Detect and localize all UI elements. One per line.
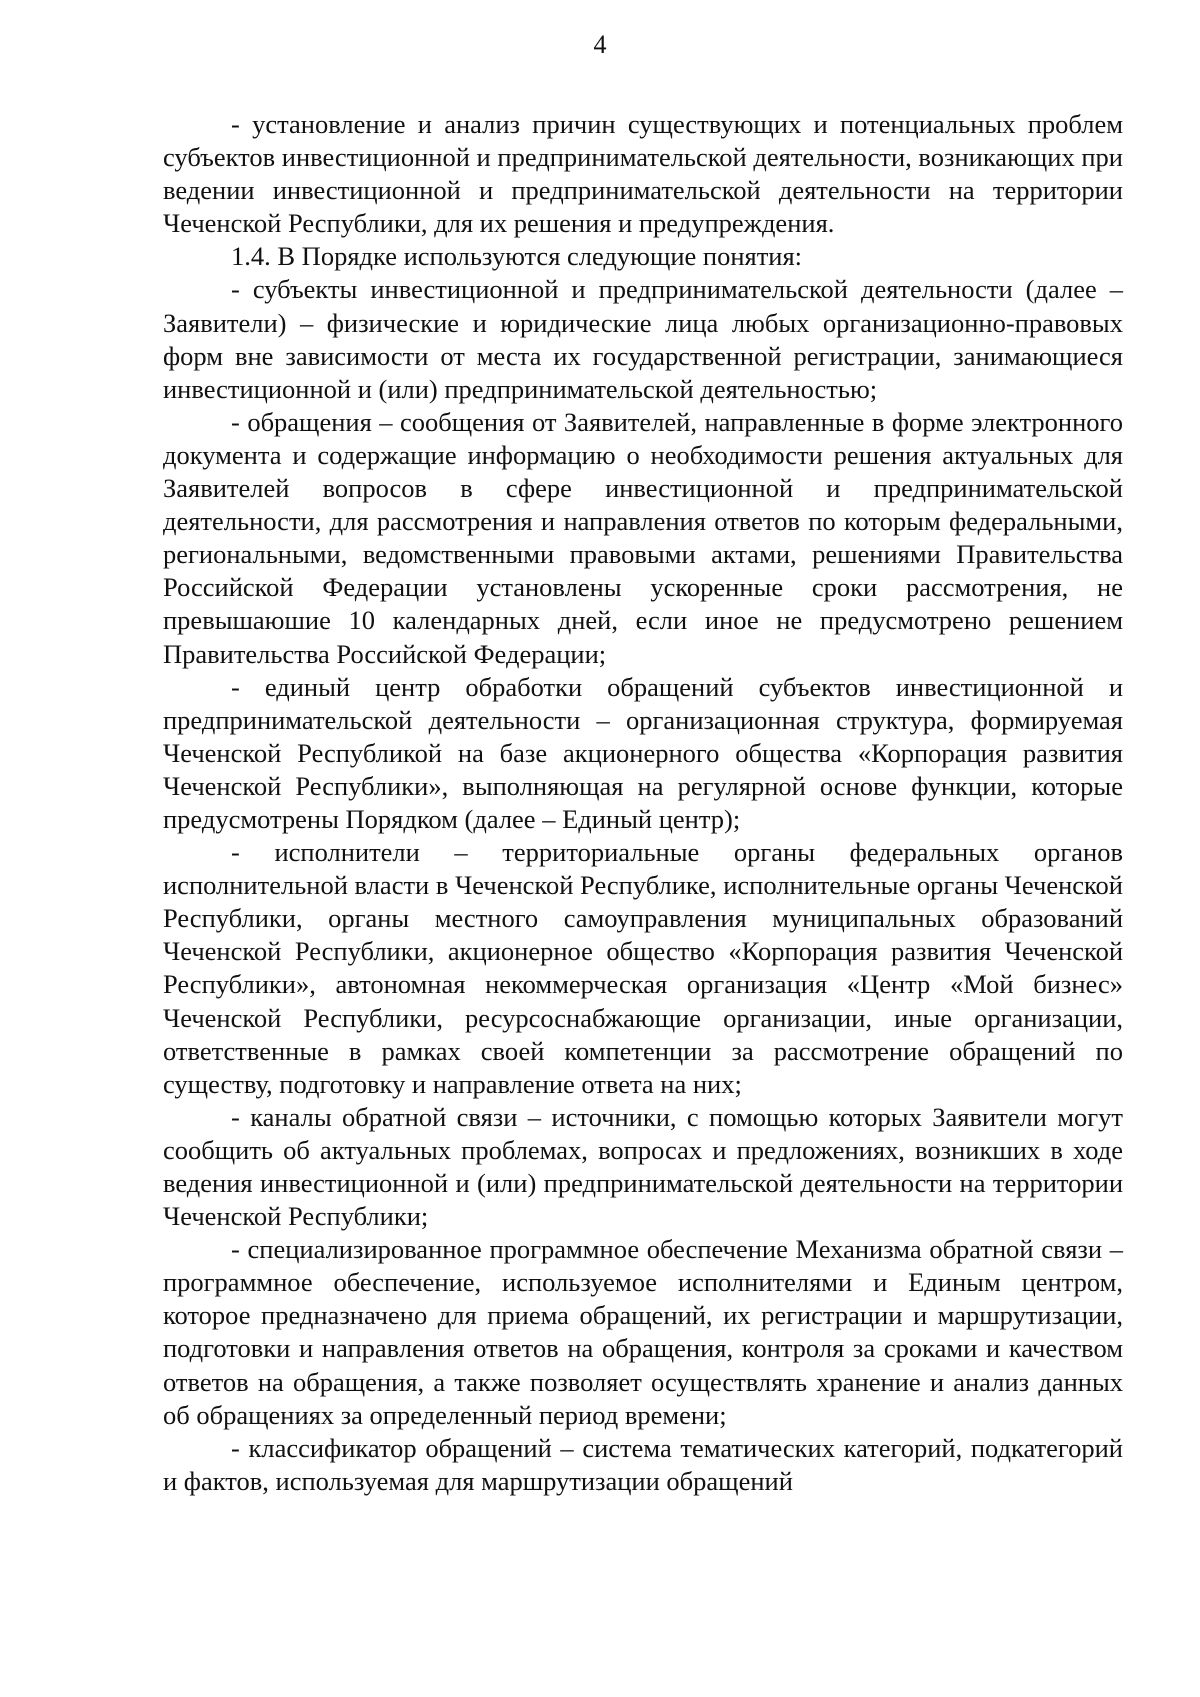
paragraph-definition-executors: - исполнители – территориальные органы федеральных органов исполнительной власти в Чеченской Республике, исполнительные органы Чеченской Республики, органы местного самоуправления муниципальных образований Чеченской Республики, акционерное общество «Корпорация развития Чеченской Республики», автономная некоммерческая организация «Центр «Мой бизнес» Чеченской Республики, ресурсоснабжающие организации, иные организации, ответственные в рамках своей компетенции за рассмотрение обращений по существу, подготовку и направление ответа на них; <box>163 837 1123 1099</box>
paragraph-definition-subjects: - субъекты инвестиционной и предпринимательской деятельности (далее – Заявители) – физические и юридические лица любых организационно-правовых форм вне зависимости от места их государственной регистрации, занимающиеся инвестиционной и (или) предпринимательской деятельностью; <box>163 274 1123 404</box>
paragraph-problem-analysis: - установление и анализ причин существующих и потенциальных проблем субъектов инвестиционной и предпринимательской деятельности, возникающих при ведении инвестиционной и предпринимательской деятельности на территории Чеченской Республики, для их решения и предупреждения. <box>163 109 1123 239</box>
paragraph-definition-appeals: - обращения – сообщения от Заявителей, направленные в форме электронного документа и содержащие информацию о необходимости решения актуальных для Заявителей вопросов в сфере инвестиционной и предпринимательской деятельности, для рассмотрения и направления ответов по которым федеральными, региональными, ведомственными правовыми актами, решениями Правительства Российской Федерации установлены ускоренные сроки рассмотрения, не превышаюшие 10 календарных дней, если иное не предусмотрено решением Правительства Российской Федерации; <box>163 406 1123 669</box>
paragraph-section-1-4-heading: 1.4. В Порядке используются следующие понятия: <box>231 241 803 272</box>
paragraph-definition-classifier: - классификатор обращений – система тематических категорий, подкатегорий и фактов, используемая для маршрутизации обращений <box>163 1432 1123 1496</box>
paragraph-definition-software: - специализированное программное обеспечение Механизма обратной связи – программное обеспечение, используемое исполнителями и Единым центром, которое предназначено для приема обращений, их регистрации и маршрутизации, подготовки и направления ответов на обращения, контроля за сроками и качеством ответов на обращения, а также позволяет осуществлять хранение и анализ данных об обращениях за определенный период времени; <box>163 1234 1123 1430</box>
paragraph-definition-feedback-channels: - каналы обратной связи – источники, с помощью которых Заявители могут сообщить об актуальных проблемах, вопросах и предложениях, возникших в ходе ведения инвестиционной и (или) предпринимательской деятельности на территории Чеченской Республики; <box>163 1101 1123 1232</box>
paragraph-definition-unified-center: - единый центр обработки обращений субъектов инвестиционной и предпринимательской деятельности – организационная структура, формируемая Чеченской Республикой на базе акционерного общества «Корпорация развития Чеченской Республики», выполняющая на регулярной основе функции, которые предусмотрены Порядком (далее – Единый центр); <box>163 671 1123 834</box>
document-body <box>163 108 1123 1498</box>
page-number: 4 <box>593 30 607 59</box>
